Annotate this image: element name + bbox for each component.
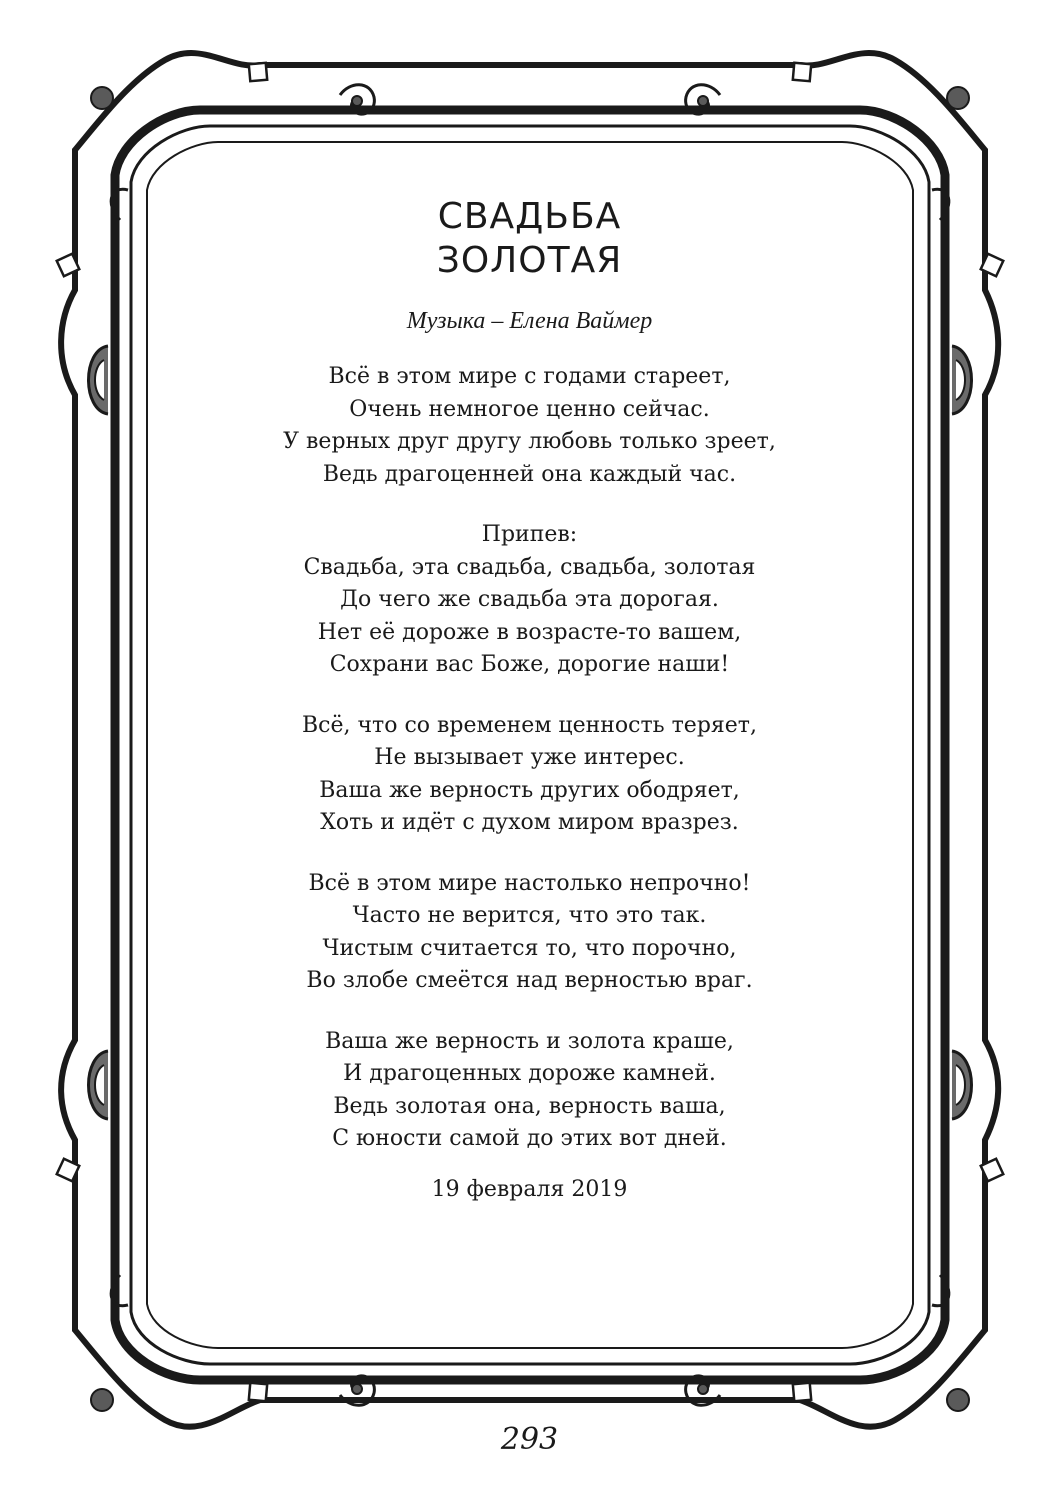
lyric-line: Ведь золотая она, верность ваша, (333, 1093, 726, 1119)
diamond-top-left (241, 55, 275, 89)
lyric-line: У верных друг другу любовь только зреет, (283, 429, 776, 454)
song-title (170, 195, 889, 283)
lyric-line: Всё в этом мире настолько непрочно! (308, 870, 751, 896)
corner-ball-tr (947, 87, 969, 109)
corner-ball-br (947, 1389, 969, 1411)
lyric-line: Чистым считается то, что порочно, (322, 935, 737, 961)
lyric-line: Сохрани вас Боже, дорогие наши! (329, 652, 730, 677)
diamond-tl (53, 250, 84, 281)
stanza-3 (170, 868, 889, 998)
corner-ball-bl (91, 1389, 113, 1411)
diamond-tr (977, 250, 1008, 281)
lyric-line: До чего же свадьба эта дорогая. (340, 587, 719, 612)
lyric-line: Свадьба, эта свадьба, свадьба, золотая (303, 554, 756, 580)
stanza-2 (170, 710, 889, 840)
side-curl-left-lower (89, 1051, 109, 1119)
music-credit: Музыка – Елена Ваймер (406, 308, 653, 334)
page-number: 293 (500, 1422, 559, 1457)
lyric-line: Всё, что со временем ценность теряет, (302, 712, 757, 738)
lyric-line: Всё в этом мире с годами стареет, (328, 364, 731, 389)
chorus-label: Припев: (481, 522, 578, 547)
diamond-top-right (785, 55, 819, 89)
corner-ball-tl (91, 87, 113, 109)
title-line-2: ЗОЛОТАЯ (436, 240, 623, 281)
side-curl-right-upper (952, 346, 972, 414)
lyric-line: Ваша же верность и золота краше, (325, 1028, 734, 1054)
lyric-line: С юности самой до этих вот дней. (332, 1126, 727, 1151)
chorus (170, 519, 889, 682)
side-curl-right-lower (952, 1051, 972, 1119)
stanza-1 (170, 361, 889, 491)
lyric-line: Ведь драгоценней она каждый час. (322, 461, 737, 487)
song-content (170, 195, 889, 1206)
side-curl-left-upper (89, 346, 109, 414)
lyric-line: Часто не верится, что это так. (352, 903, 707, 928)
title-line-1: СВАДЬБА (437, 196, 622, 237)
lyric-line: Ваша же верность других ободряет, (319, 777, 740, 803)
stanza-4 (170, 1026, 889, 1156)
lyric-line: Не вызывает уже интерес. (374, 745, 685, 770)
lyric-line: Хоть и идёт с духом миром вразрез. (320, 810, 739, 835)
song-date: 19 февраля 2019 (431, 1176, 628, 1202)
diamond-bl (53, 1155, 84, 1186)
lyric-line: Нет её дороже в возрасте-то вашем, (317, 619, 742, 645)
lyric-line: И драгоценных дороже камней. (343, 1061, 716, 1086)
diamond-br (977, 1155, 1008, 1186)
lyric-line: Очень немногое ценно сейчас. (349, 396, 710, 422)
lyric-line: Во злобе смеётся над верностью враг. (306, 968, 753, 993)
